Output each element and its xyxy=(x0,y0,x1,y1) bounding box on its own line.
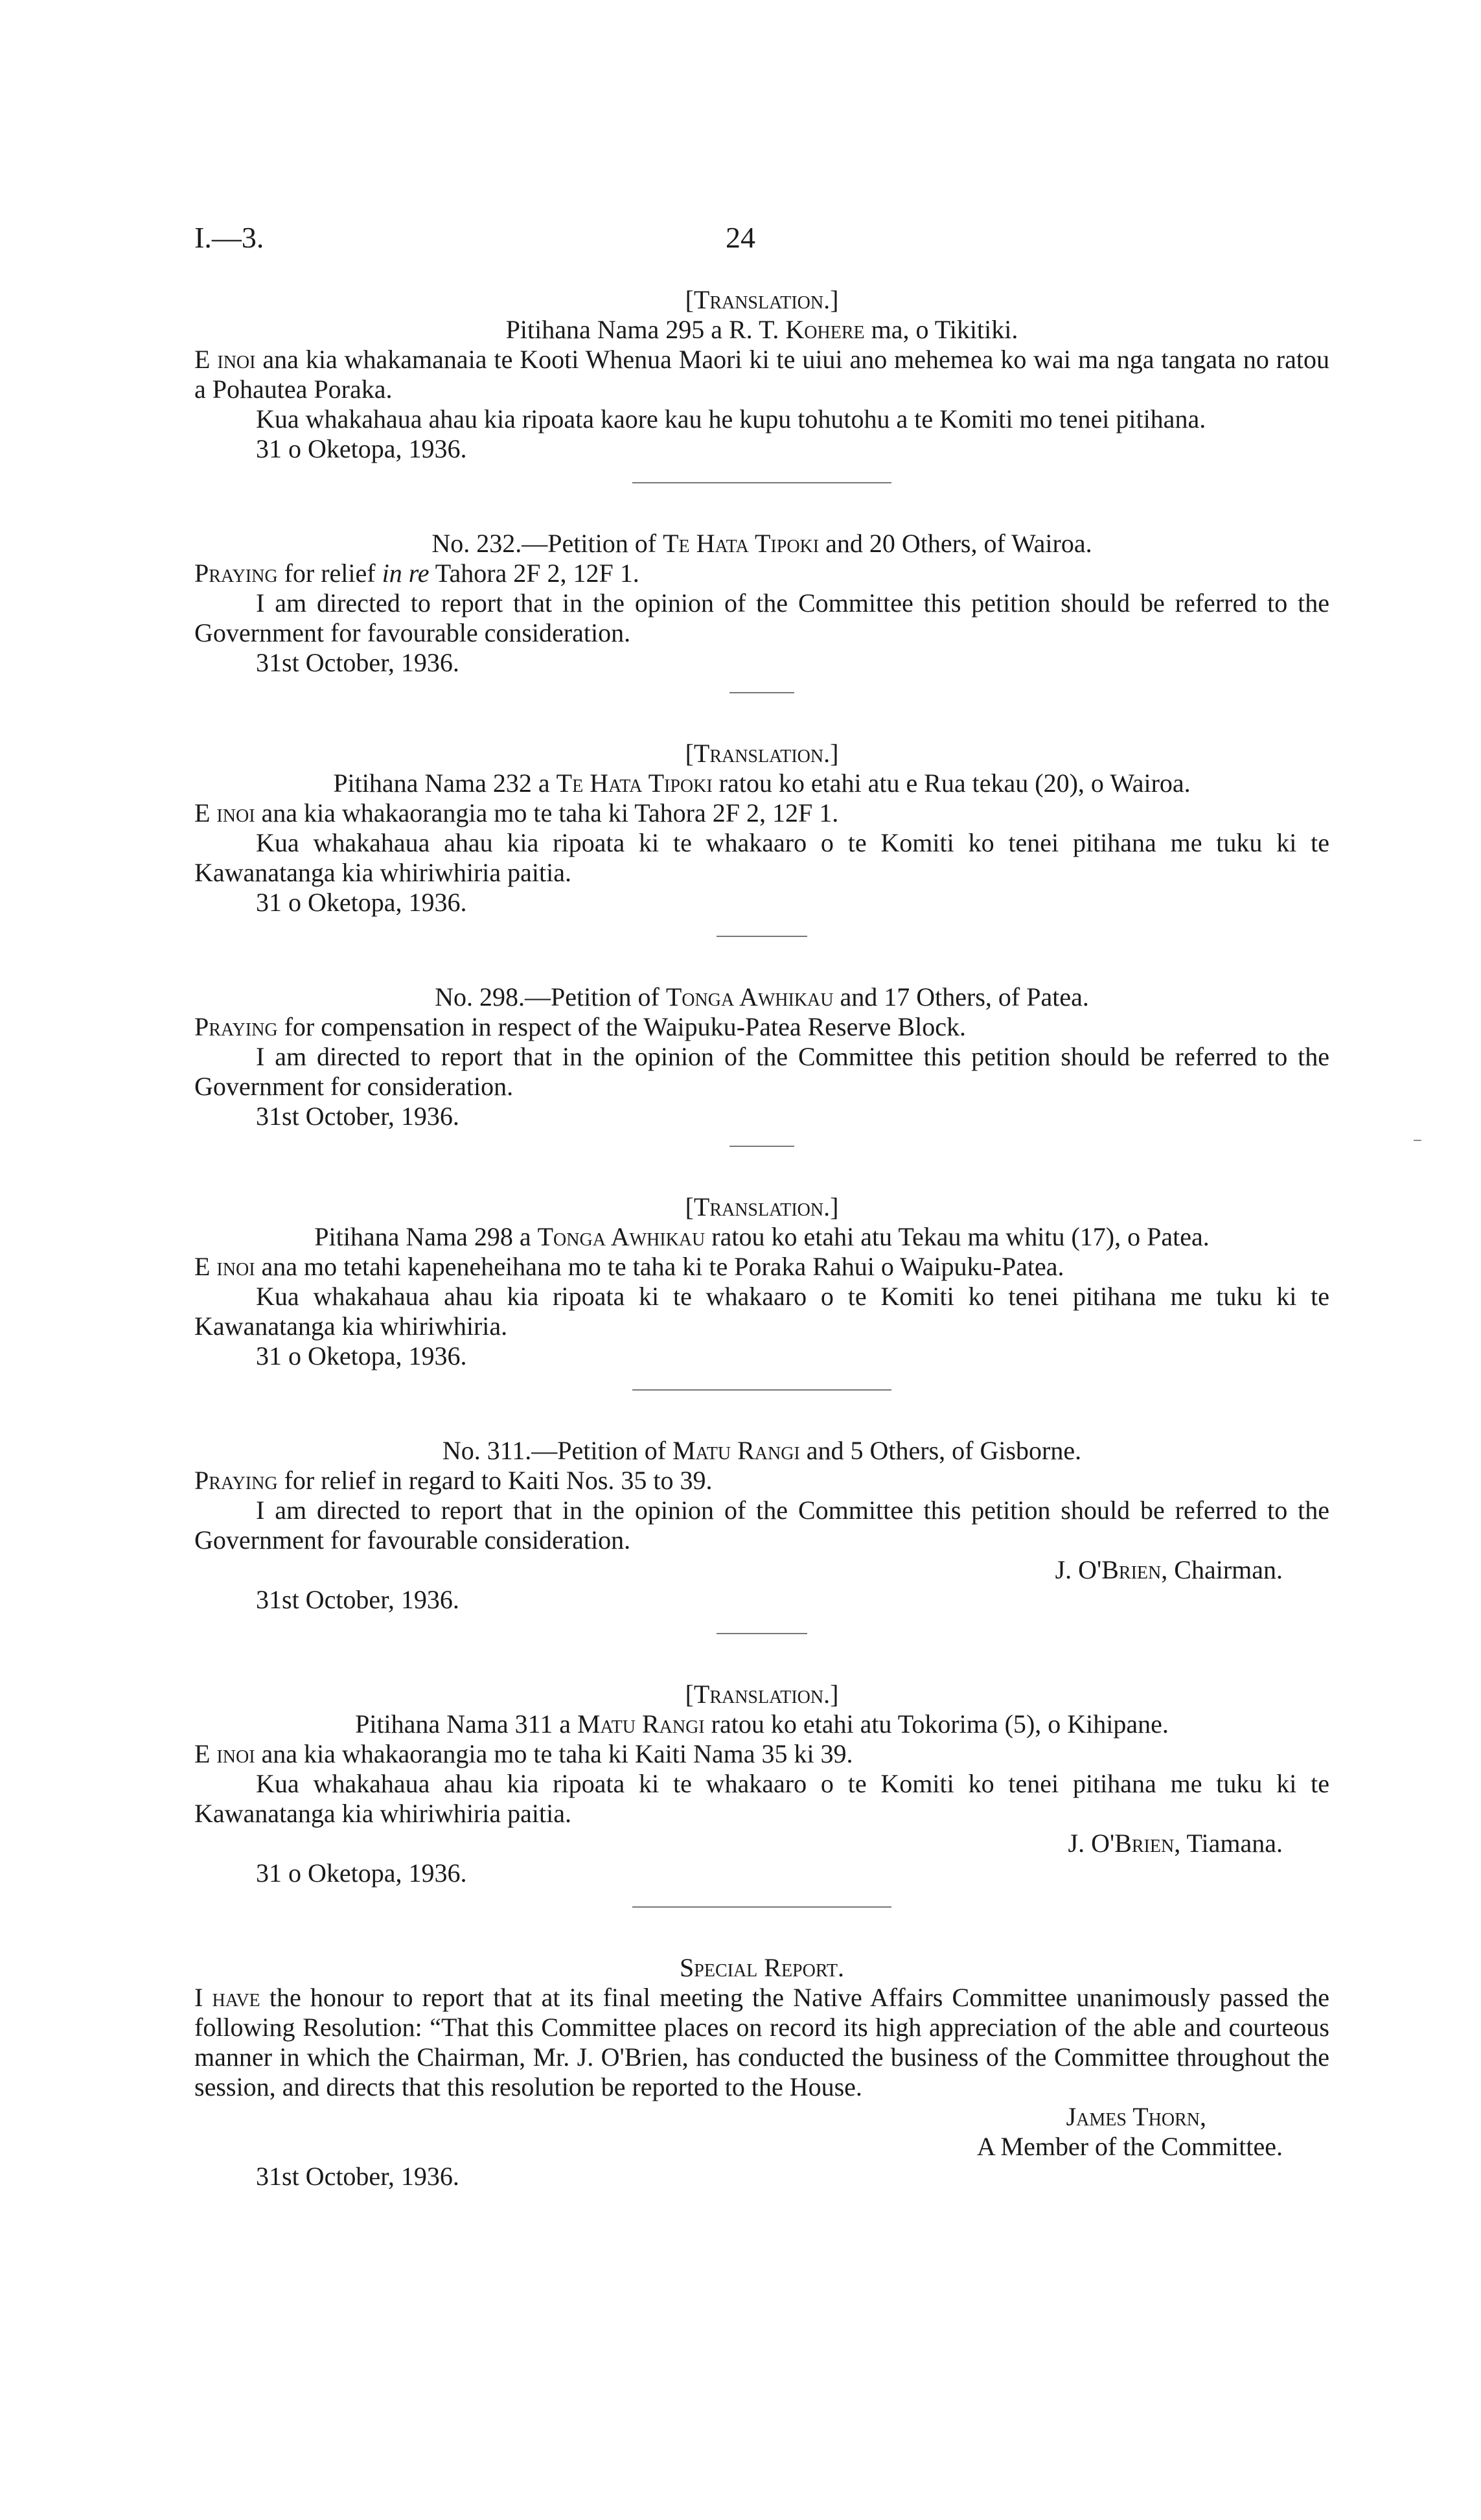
petition-title: No. 311.—Petition of Matu Rangi and 5 Others, of Gisborne. xyxy=(442,1436,1082,1465)
translation-295 xyxy=(194,285,1329,464)
prayer-paragraph: Praying for relief in regard to Kaiti Nos. 35 to 39. xyxy=(194,1466,713,1495)
prayer-paragraph: E inoi ana mo tetahi kapeneheihana mo te taha ki te Poraka Rahui o Waipuku-Patea. xyxy=(194,1252,1064,1281)
report-date: 31st October, 1936. xyxy=(256,648,459,677)
report-date: 31 o Oketopa, 1936. xyxy=(256,1858,467,1888)
report-paragraph: Kua whakahaua ahau kia ripoata ki te whakaaro o te Komiti ko tenei pitihana me tuku ki te Kawanatanga kia whiriwhiria paitia. xyxy=(194,828,1329,887)
report-date: 31 o Oketopa, 1936. xyxy=(256,1341,467,1370)
prayer-paragraph: Praying for relief in re Tahora 2F 2, 12F 1. xyxy=(194,559,639,588)
report-body xyxy=(194,285,1329,2191)
page-number: 24 xyxy=(726,221,755,254)
petition-title: Pitihana Nama 311 a Matu Rangi ratou ko etahi atu Tokorima (5), o Kihipane. xyxy=(355,1709,1169,1739)
translation-heading: [Translation.] xyxy=(685,1680,839,1709)
prayer-paragraph: Praying for compensation in respect of the Waipuku-Patea Reserve Block. xyxy=(194,1012,966,1041)
section-divider xyxy=(632,1906,891,1908)
section-divider xyxy=(717,1633,807,1634)
petition-title: Pitihana Nama 298 a Tonga Awhikau ratou ko etahi atu Tekau ma whitu (17), o Patea. xyxy=(314,1222,1210,1251)
report-date: 31 o Oketopa, 1936. xyxy=(256,434,467,463)
member-signature-name: James Thorn, xyxy=(1066,2102,1206,2131)
prayer-paragraph: E inoi ana kia whakaorangia mo te taha ki Tahora 2F 2, 12F 1. xyxy=(194,798,839,827)
paper-reference: I.—3. xyxy=(194,221,264,254)
chairman-signature: J. O'Brien, Tiamana. xyxy=(1068,1829,1283,1858)
report-date: 31st October, 1936. xyxy=(256,2162,459,2191)
special-report-paragraph: I have the honour to report that at its final meeting the Native Affairs Committee unanimously passed the following Resolution: “That this Committee places on record its high appreciation of the able and courteous manner in which the Chairman, Mr. J. O'Brien, has conducted the business of the Committee throughout the session, and directs that this resolution be reported to the House. xyxy=(194,1983,1330,2101)
section-divider xyxy=(632,1389,891,1391)
section-divider xyxy=(717,936,807,937)
special-report-heading: Special Report. xyxy=(680,1953,844,1982)
section-divider xyxy=(632,482,891,483)
report-date: 31st October, 1936. xyxy=(256,1102,459,1131)
petition-title: No. 298.—Petition of Tonga Awhikau and 17 Others, of Patea. xyxy=(435,982,1089,1011)
chairman-signature: J. O'Brien, Chairman. xyxy=(1055,1555,1283,1584)
translation-heading: [Translation.] xyxy=(685,739,839,768)
report-paragraph: I am directed to report that in the opinion of the Committee this petition should be referred to the Government for favourable consideration. xyxy=(194,588,1329,647)
special-report xyxy=(194,1953,1329,2191)
petition-title: Pitihana Nama 295 a R. T. Kohere ma, o Tikitiki. xyxy=(505,315,1018,344)
report-paragraph: I am directed to report that in the opinion of the Committee this petition should be referred to the Government for favourable consideration. xyxy=(194,1496,1329,1555)
section-divider xyxy=(729,1146,794,1147)
report-paragraph: Kua whakahaua ahau kia ripoata kaore kau he kupu tohutohu a te Komiti mo tenei pitihana. xyxy=(256,404,1206,433)
margin-mark: ⁻ xyxy=(1412,1133,1423,1155)
report-paragraph: I am directed to report that in the opinion of the Committee this petition should be referred to the Government for consideration. xyxy=(194,1042,1329,1101)
prayer-paragraph: E inoi ana kia whakamanaia te Kooti Whenua Maori ki te uiui ano mehemea ko wai ma nga tangata no ratou a Pohautea Poraka. xyxy=(194,345,1329,404)
translation-311 xyxy=(194,1680,1329,1888)
report-date: 31 o Oketopa, 1936. xyxy=(256,888,467,917)
translation-heading: [Translation.] xyxy=(685,1192,839,1221)
report-paragraph: Kua whakahaua ahau kia ripoata ki te whakaaro o te Komiti ko tenei pitihana me tuku ki te Kawanatanga kia whiriwhiria paitia. xyxy=(194,1769,1329,1828)
translation-232 xyxy=(194,739,1329,918)
section-divider xyxy=(729,692,794,693)
report-date: 31st October, 1936. xyxy=(256,1585,459,1614)
prayer-paragraph: E inoi ana kia whakaorangia mo te taha ki Kaiti Nama 35 ki 39. xyxy=(194,1739,853,1768)
member-signature-role: A Member of the Committee. xyxy=(976,2132,1283,2161)
petition-title: Pitihana Nama 232 a Te Hata Tipoki ratou ko etahi atu e Rua tekau (20), o Wairoa. xyxy=(333,769,1191,798)
translation-heading: [Translation.] xyxy=(685,285,839,314)
translation-298 xyxy=(194,1192,1329,1371)
petition-title: No. 232.—Petition of Te Hata Tipoki and 20 Others, of Wairoa. xyxy=(431,529,1092,558)
petition-298 xyxy=(194,982,1329,1131)
report-paragraph: Kua whakahaua ahau kia ripoata ki te whakaaro o te Komiti ko tenei pitihana me tuku ki te Kawanatanga kia whiriwhiria. xyxy=(194,1282,1329,1341)
petition-232 xyxy=(194,529,1329,678)
petition-311 xyxy=(194,1436,1329,1615)
